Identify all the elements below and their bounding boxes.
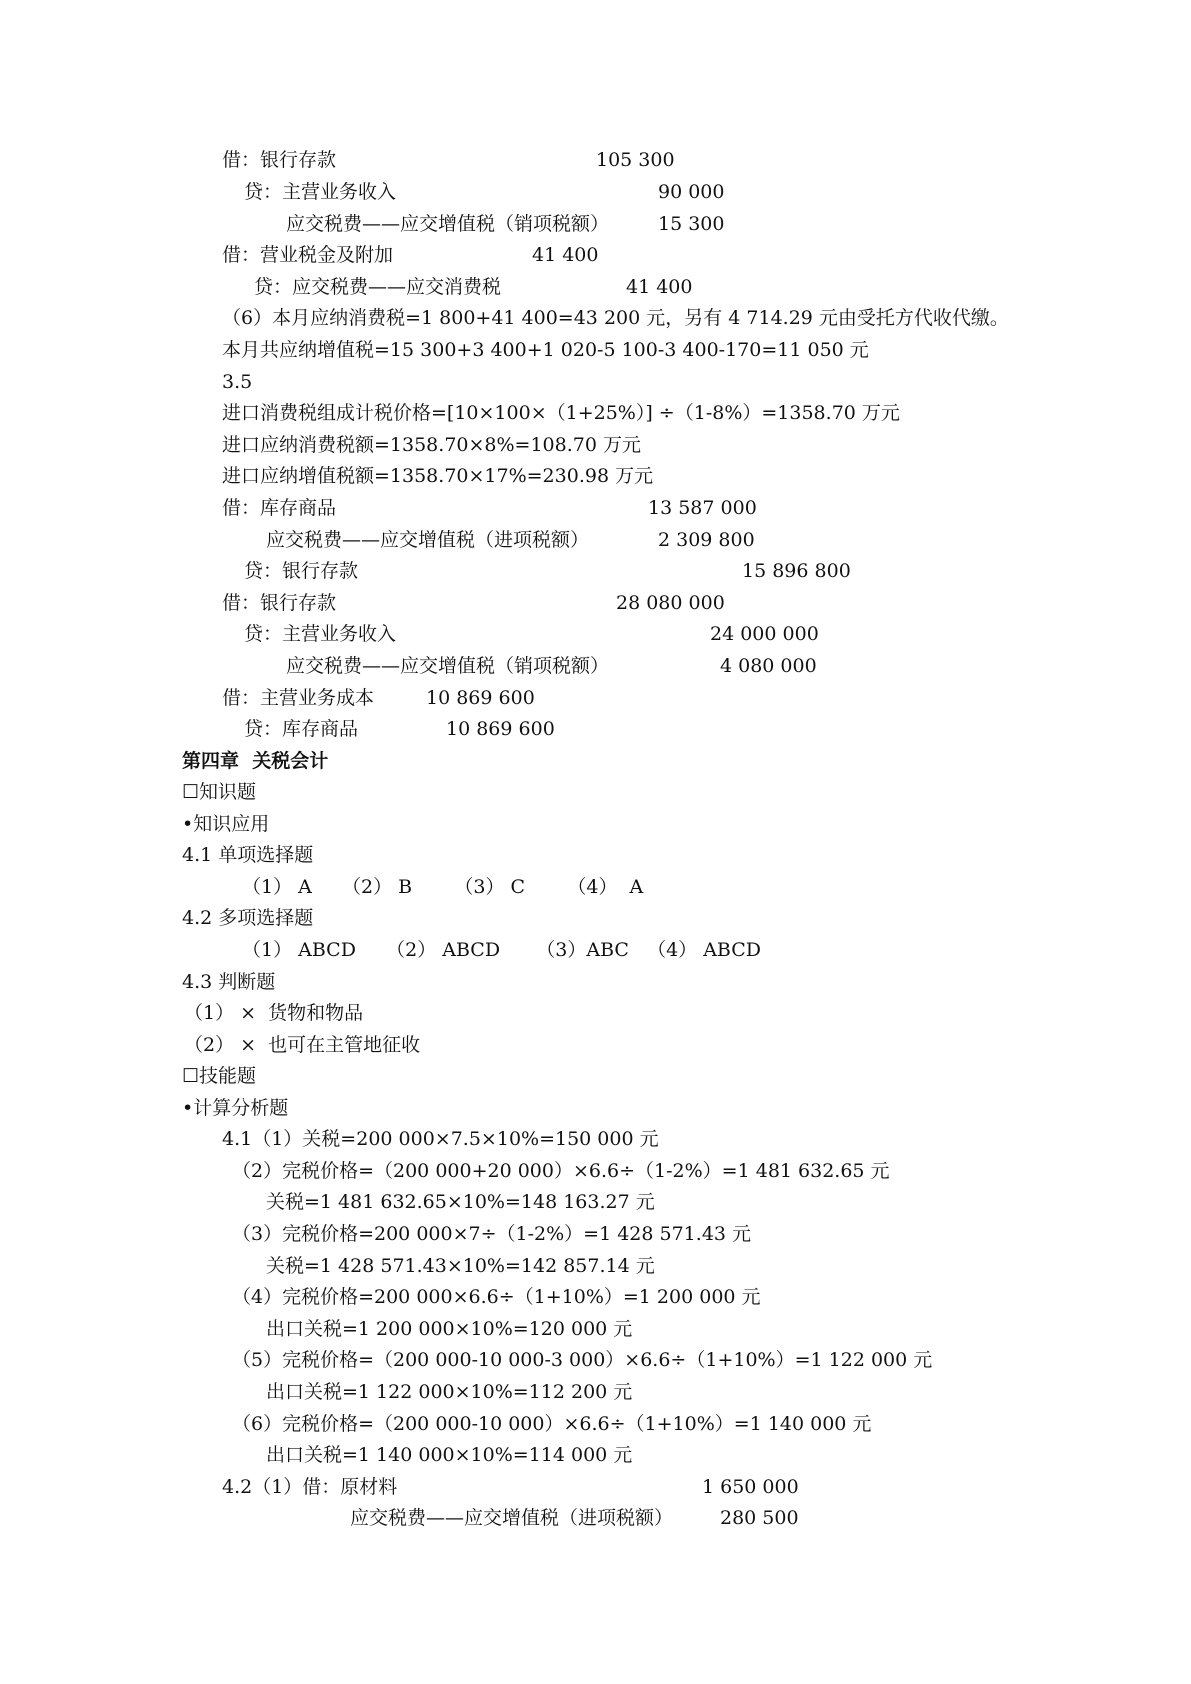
calc-5: （5）完税价格=（200 000-10 000-3 000）×6.6÷（1+10%）=1 122 000 元 — [232, 1349, 933, 1371]
calc-5-tax: 出口关税=1 122 000×10%=112 200 元 — [266, 1381, 633, 1403]
question-4-3-heading: 4.3 判断题 — [182, 971, 276, 993]
q43-answer-1: （1） × 货物和物品 — [184, 1002, 364, 1024]
je3-debit-amount: 13 587 000 — [648, 497, 757, 519]
section-knowledge: ☐知识题 — [182, 781, 257, 803]
vat-total-line: 本月共应纳增值税=15 300+3 400+1 020-5 100-3 400-170=11 050 元 — [222, 339, 869, 361]
je6-debit2-amount: 280 500 — [720, 1507, 799, 1529]
q42-answers: （1） ABCD （2） ABCD （3）ABC （4） ABCD — [242, 939, 762, 961]
calc-1: 4.1（1）关税=200 000×7.5×10%=150 000 元 — [222, 1128, 659, 1150]
calc-3: （3）完税价格=200 000×7÷（1-2%）=1 428 571.43 元 — [232, 1223, 752, 1245]
question-4-2-heading: 4.2 多项选择题 — [182, 907, 314, 929]
question-3-5-number: 3.5 — [222, 371, 253, 393]
q35-line-3: 进口应纳增值税额=1358.70×17%=230.98 万元 — [222, 465, 654, 487]
je2-debit-amount: 41 400 — [532, 244, 599, 266]
calc-6: （6）完税价格=（200 000-10 000）×6.6÷（1+10%）=1 140 000 元 — [232, 1413, 872, 1435]
je3-credit-amount: 15 896 800 — [742, 560, 851, 582]
je6-debit-amount: 1 650 000 — [702, 1476, 799, 1498]
je1-credit-amount: 90 000 — [658, 181, 725, 203]
je4-credit2-amount: 4 080 000 — [720, 655, 817, 677]
calc-2-tax: 关税=1 481 632.65×10%=148 163.27 元 — [266, 1191, 655, 1213]
je4-debit-amount: 28 080 000 — [616, 592, 725, 614]
je5-debit-label: 借：主营业务成本 — [222, 687, 375, 709]
calc-6-consumption-tax: （6）本月应纳消费税=1 800+41 400=43 200 元，另有 4 714.29 元由受托方代收代缴。 — [222, 307, 1009, 329]
je1-credit-label: 贷：主营业务收入 — [244, 181, 397, 203]
je1-debit-amount: 105 300 — [596, 149, 675, 171]
q35-line-2: 进口应纳消费税额=1358.70×8%=108.70 万元 — [222, 434, 641, 456]
chapter-title: 第四章 关税会计 — [182, 750, 329, 772]
je1-debit-label: 借：银行存款 — [222, 149, 337, 171]
calc-4: （4）完税价格=200 000×6.6÷（1+10%）=1 200 000 元 — [232, 1286, 761, 1308]
je5-debit-amount: 10 869 600 — [426, 687, 535, 709]
je2-credit-label: 贷：应交税费——应交消费税 — [254, 276, 502, 298]
je2-debit-label: 借：营业税金及附加 — [222, 244, 394, 266]
je2-credit-amount: 41 400 — [626, 276, 693, 298]
je1-credit2-label: 应交税费——应交增值税（销项税额） — [286, 213, 610, 235]
je4-credit-amount: 24 000 000 — [710, 623, 819, 645]
je6-debit2-label: 应交税费——应交增值税（进项税额） — [350, 1507, 674, 1529]
je5-credit-amount: 10 869 600 — [446, 718, 555, 740]
je5-credit-label: 贷：库存商品 — [244, 718, 359, 740]
je4-credit2-label: 应交税费——应交增值税（销项税额） — [286, 655, 610, 677]
section-skill: ☐技能题 — [182, 1065, 257, 1087]
q35-line-1: 进口消费税组成计税价格=[10×100×（1+25%）] ÷（1-8%）=1358.70 万元 — [222, 402, 900, 424]
je3-credit-label: 贷：银行存款 — [244, 560, 359, 582]
subsection-apply: •知识应用 — [182, 813, 270, 835]
je1-credit2-amount: 15 300 — [658, 213, 725, 235]
calc-2: （2）完税价格=（200 000+20 000）×6.6÷（1-2%）=1 481 632.65 元 — [232, 1160, 890, 1182]
calc-4-tax: 出口关税=1 200 000×10%=120 000 元 — [266, 1318, 633, 1340]
calc-6-tax: 出口关税=1 140 000×10%=114 000 元 — [266, 1444, 633, 1466]
question-4-1-heading: 4.1 单项选择题 — [182, 844, 314, 866]
je6-debit-label: 4.2（1）借：原材料 — [222, 1476, 398, 1498]
je3-debit2-label: 应交税费——应交增值税（进项税额） — [266, 529, 590, 551]
q43-answer-2: （2） × 也可在主管地征收 — [184, 1034, 421, 1056]
je4-credit-label: 贷：主营业务收入 — [244, 623, 397, 645]
je3-debit2-amount: 2 309 800 — [658, 529, 755, 551]
q41-answers: （1） A （2） B （3） C （4） A — [242, 876, 644, 898]
subsection-calc: •计算分析题 — [182, 1097, 289, 1119]
calc-3-tax: 关税=1 428 571.43×10%=142 857.14 元 — [266, 1255, 655, 1277]
je4-debit-label: 借：银行存款 — [222, 592, 337, 614]
je3-debit-label: 借：库存商品 — [222, 497, 337, 519]
